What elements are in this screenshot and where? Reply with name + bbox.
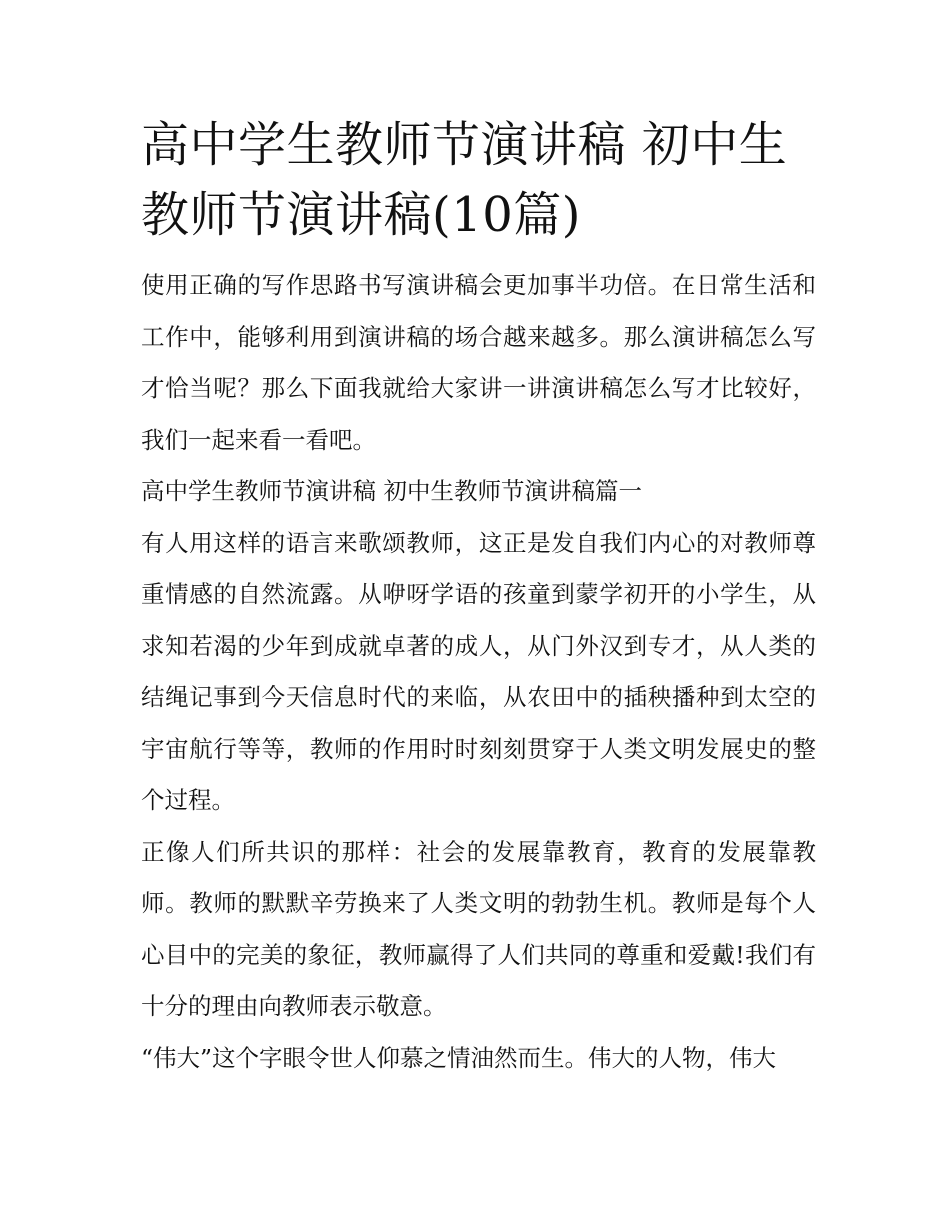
body-paragraph: “伟大”这个字眼令世人仰慕之情油然而生。伟大的人物，伟大	[141, 1043, 777, 1072]
document-title: 高中学生教师节演讲稿 初中生教师节演讲稿(10篇)	[141, 117, 788, 243]
document-body	[141, 110, 816, 1084]
section-heading: 高中学生教师节演讲稿 初中生教师节演讲稿篇一	[141, 477, 642, 505]
body-paragraph: 有人用这样的语言来歌颂教师，这正是发自我们内心的对教师尊重情感的自然流露。从咿呀学语的孩童到蒙学初开的小学生，从求知若渴的少年到成就卓著的成人，从门外汉到专才，从人类的结绳记事到今天信息时代的来临，从农田中的插秧播种到太空的宇宙航行等等，教师的作用时时刻刻贯穿于人类文明发展史的整个过程。	[141, 528, 816, 814]
intro-paragraph: 使用正确的写作思路书写演讲稿会更加事半功倍。在日常生活和工作中，能够利用到演讲稿的场合越来越多。那么演讲稿怎么写才恰当呢？那么下面我就给大家讲一讲演讲稿怎么写才比较好，我们一起来看一看吧。	[141, 271, 816, 454]
body-paragraph: 正像人们所共识的那样：社会的发展靠教育，教育的发展靠教师。教师的默默辛劳换来了人类文明的勃勃生机。教师是每个人心目中的完美的象征，教师赢得了人们共同的尊重和爱戴!我们有十分的理由向教师表示敬意。	[141, 837, 816, 1020]
